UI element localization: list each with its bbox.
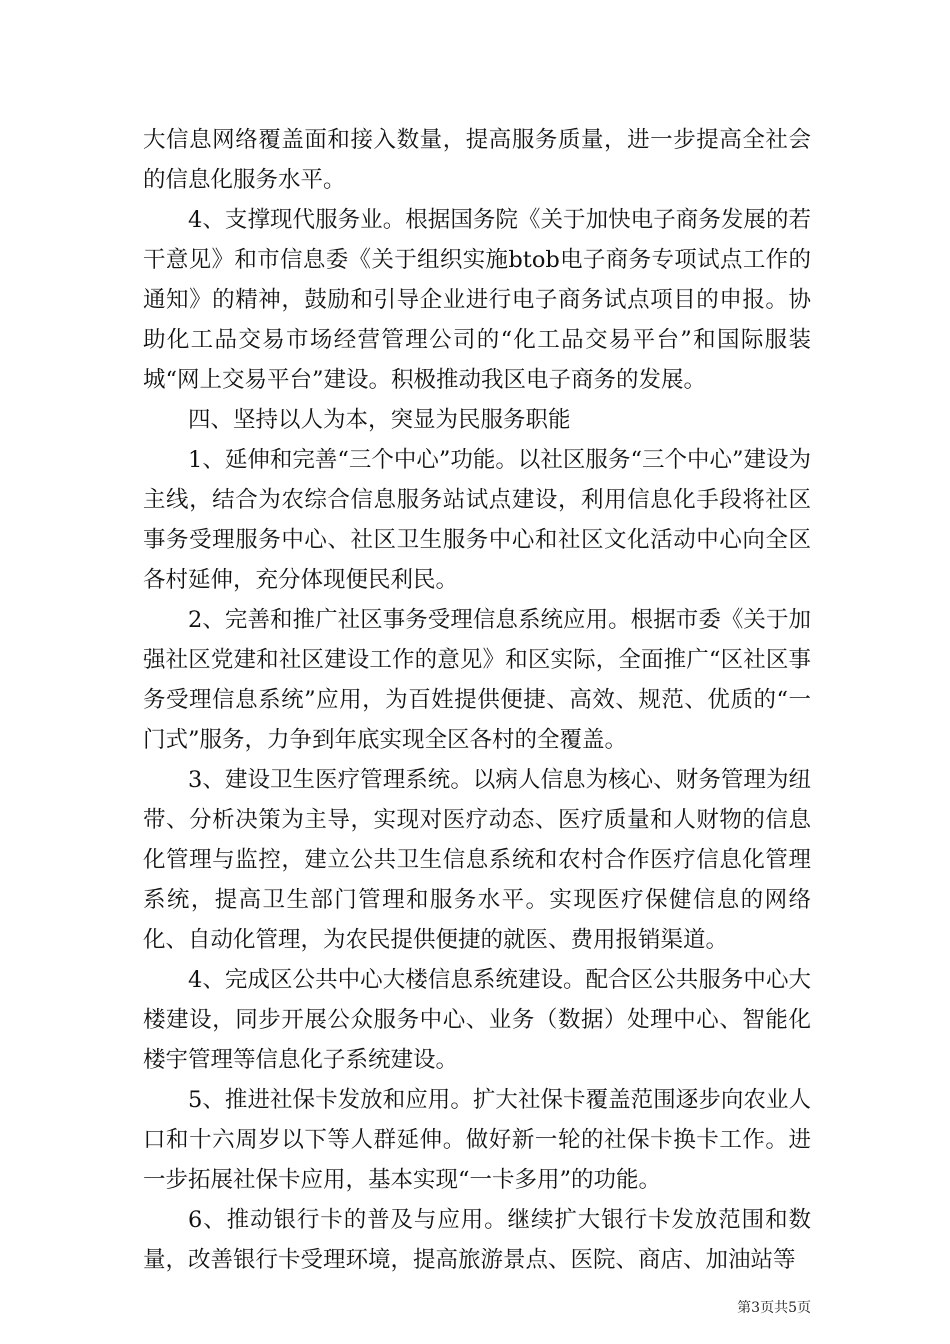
paragraph-item-3-health-system: 3、建设卫生医疗管理系统。以病人信息为核心、财务管理为纽带、分析决策为主导，实现对医疗动态、医疗质量和人财物的信息化管理与监控，建立公共卫生信息系统和农村合作医疗信息化管理系统，提高卫生部门管理和服务水平。实现医疗保健信息的网络化、自动化管理，为农民提供便捷的就医、费用报销渠道。 xyxy=(143,767,811,953)
paragraph-item-1-three-centers: 1、延伸和完善“三个中心”功能。以社区服务“三个中心”建设为主线，结合为农综合信息服务站试点建设，利用信息化手段将社区事务受理服务中心、社区卫生服务中心和社区文化活动中心向全区各村延伸，充分体现便民利民。 xyxy=(143,447,811,593)
paragraph-item-6-bank-card: 6、推动银行卡的普及与应用。继续扩大银行卡发放范围和数量，改善银行卡受理环境，提高旅游景点、医院、商店、加油站等 xyxy=(143,1207,811,1273)
paragraph-item-4-public-center: 4、完成区公共中心大楼信息系统建设。配合区公共服务中心大楼建设，同步开展公众服务中心、业务（数据）处理中心、智能化楼宇管理等信息化子系统建设。 xyxy=(143,967,811,1073)
paragraph-item-5-social-security-card: 5、推进社保卡发放和应用。扩大社保卡覆盖范围逐步向农业人口和十六周岁以下等人群延伸。做好新一轮的社保卡换卡工作。进一步拓展社保卡应用，基本实现“一卡多用”的功能。 xyxy=(143,1087,811,1193)
page-number: 第3页共5页 xyxy=(737,1300,811,1316)
section-heading-four: 四、坚持以人为本，突显为民服务职能 xyxy=(188,407,571,433)
paragraph-continuation: 大信息网络覆盖面和接入数量，提高服务质量，进一步提高全社会的信息化服务水平。 xyxy=(143,127,811,193)
paragraph-item-2-community-affairs: 2、完善和推广社区事务受理信息系统应用。根据市委《关于加强社区党建和社区建设工作的意见》和区实际，全面推广“区社区事务受理信息系统”应用，为百姓提供便捷、高效、规范、优质的“一门式”服务，力争到年底实现全区各村的全覆盖。 xyxy=(143,607,811,753)
paragraph-item-4-modern-services: 4、支撑现代服务业。根据国务院《关于加快电子商务发展的若干意见》和市信息委《关于组织实施btob电子商务专项试点工作的通知》的精神，鼓励和引导企业进行电子商务试点项目的申报。协助化工品交易市场经营管理公司的“化工品交易平台”和国际服装城“网上交易平台”建设。积极推动我区电子商务的发展。 xyxy=(143,207,811,393)
document-body xyxy=(143,120,811,1280)
